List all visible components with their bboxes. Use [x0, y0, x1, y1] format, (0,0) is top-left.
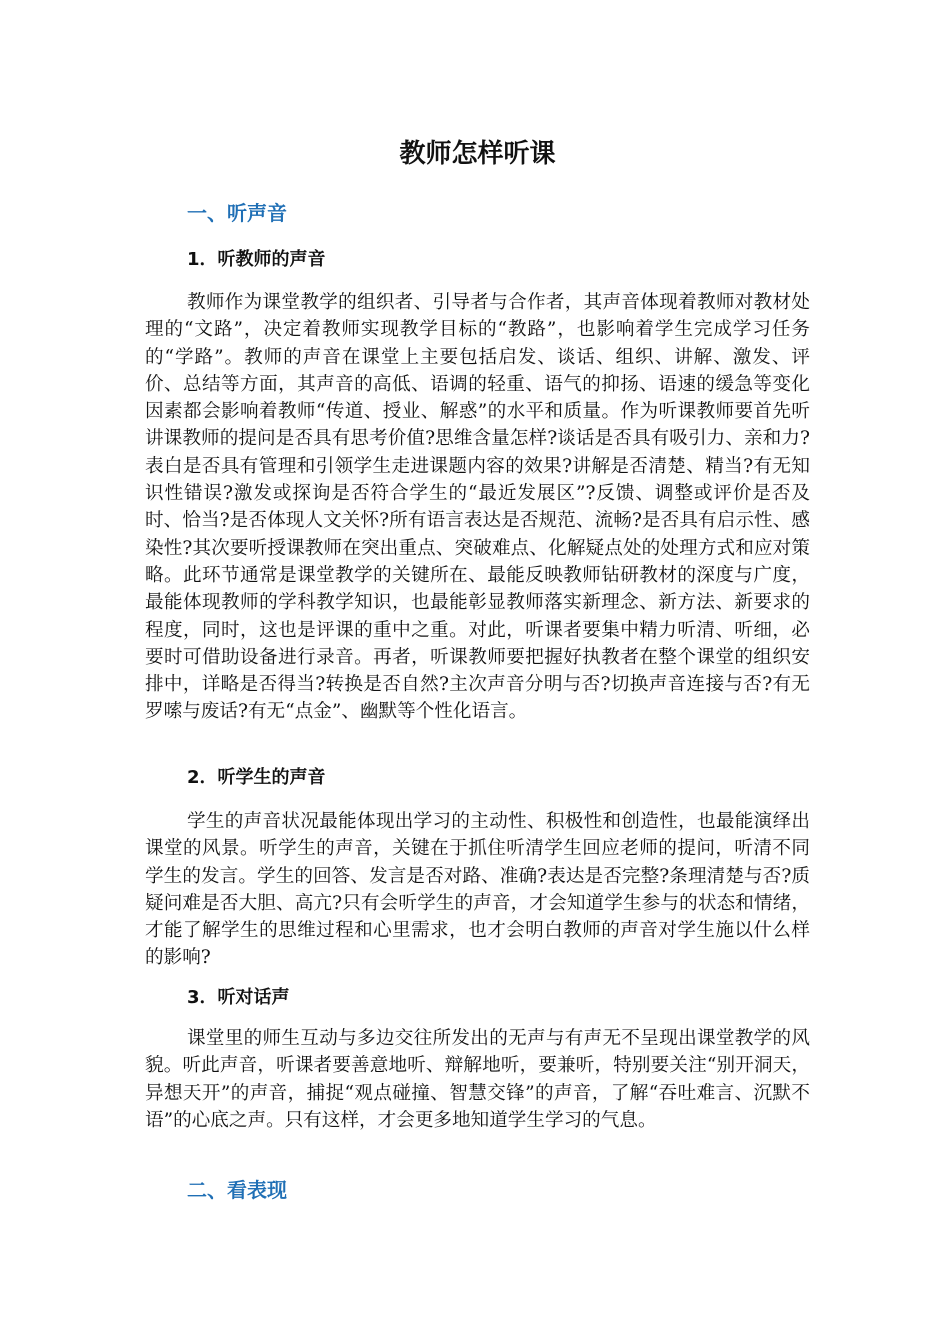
- paragraph-dialogue-voice: 课堂里的师生互动与多边交往所发出的无声与有声无不呈现出课堂教学的风貌。听此声音，听课者要善意地听、辩解地听，要兼听，特别要关注“别开洞天，异想天开”的声音，捕捉“观点碰撞、智慧交锋”的声音，了解“吞吐难言、沉默不语”的心底之声。只有这样，才会更多地知道学生学习的气息。: [145, 1028, 810, 1131]
- section-heading-watch-performance: 二、看表现: [187, 1178, 287, 1202]
- section-heading-listen-sound: 一、听声音: [187, 201, 287, 225]
- subheading-dialogue-voice: 3．听对话声: [187, 987, 290, 1008]
- subheading-student-voice: 2．听学生的声音: [187, 767, 326, 788]
- page-title: 教师怎样听课: [399, 139, 556, 169]
- subheading-teacher-voice: 1．听教师的声音: [187, 249, 326, 270]
- paragraph-teacher-voice: 教师作为课堂教学的组织者、引导者与合作者，其声音体现着教师对教材处理的“文路”，决定着教师实现教学目标的“教路”，也影响着学生完成学习任务的“学路”。教师的声音在课堂上主要包括启发、谈话、组织、讲解、激发、评价、总结等方面，其声音的高低、语调的轻重、语气的抑扬、语速的缓急等变化因素都会影响着教师“传道、授业、解惑”的水平和质量。作为听课教师要首先听讲课教师的提问是否具有思考价值?思维含量怎样?谈话是否具有吸引力、亲和力?表白是否具有管理和引领学生走进课题内容的效果?讲解是否清楚、精当?有无知识性错误?激发或探询是否符合学生的“最近发展区”?反馈、调整或评价是否及时、恰当?是否体现人文关怀?所有语言表达是否规范、流畅?是否具有启示性、感染性?其次要听授课教师在突出重点、突破难点、化解疑点处的处理方式和应对策略。此环节通常是课堂教学的关键所在、最能反映教师钻研教材的深度与广度，最能体现教师的学科教学知识，也最能彰显教师落实新理念、新方法、新要求的程度，同时，这也是评课的重中之重。对此，听课者要集中精力听清、听细，必要时可借助设备进行录音。再者，听课教师要把握好执教者在整个课堂的组织安排中，详略是否得当?转换是否自然?主次声音分明与否?切换声音连接与否?有无罗嗦与废话?有无“点金”、幽默等个性化语言。: [145, 292, 810, 723]
- paragraph-student-voice: 学生的声音状况最能体现出学习的主动性、积极性和创造性，也最能演绎出课堂的风景。听学生的声音，关键在于抓住听清学生回应老师的提问，听清不同学生的发言。学生的回答、发言是否对路、准确?表达是否完整?条理清楚与否?质疑问难是否大胆、高亢?只有会听学生的声音，才会知道学生参与的状态和情绪，才能了解学生的思维过程和心里需求，也才会明白教师的声音对学生施以什么样的影响?: [145, 811, 810, 969]
